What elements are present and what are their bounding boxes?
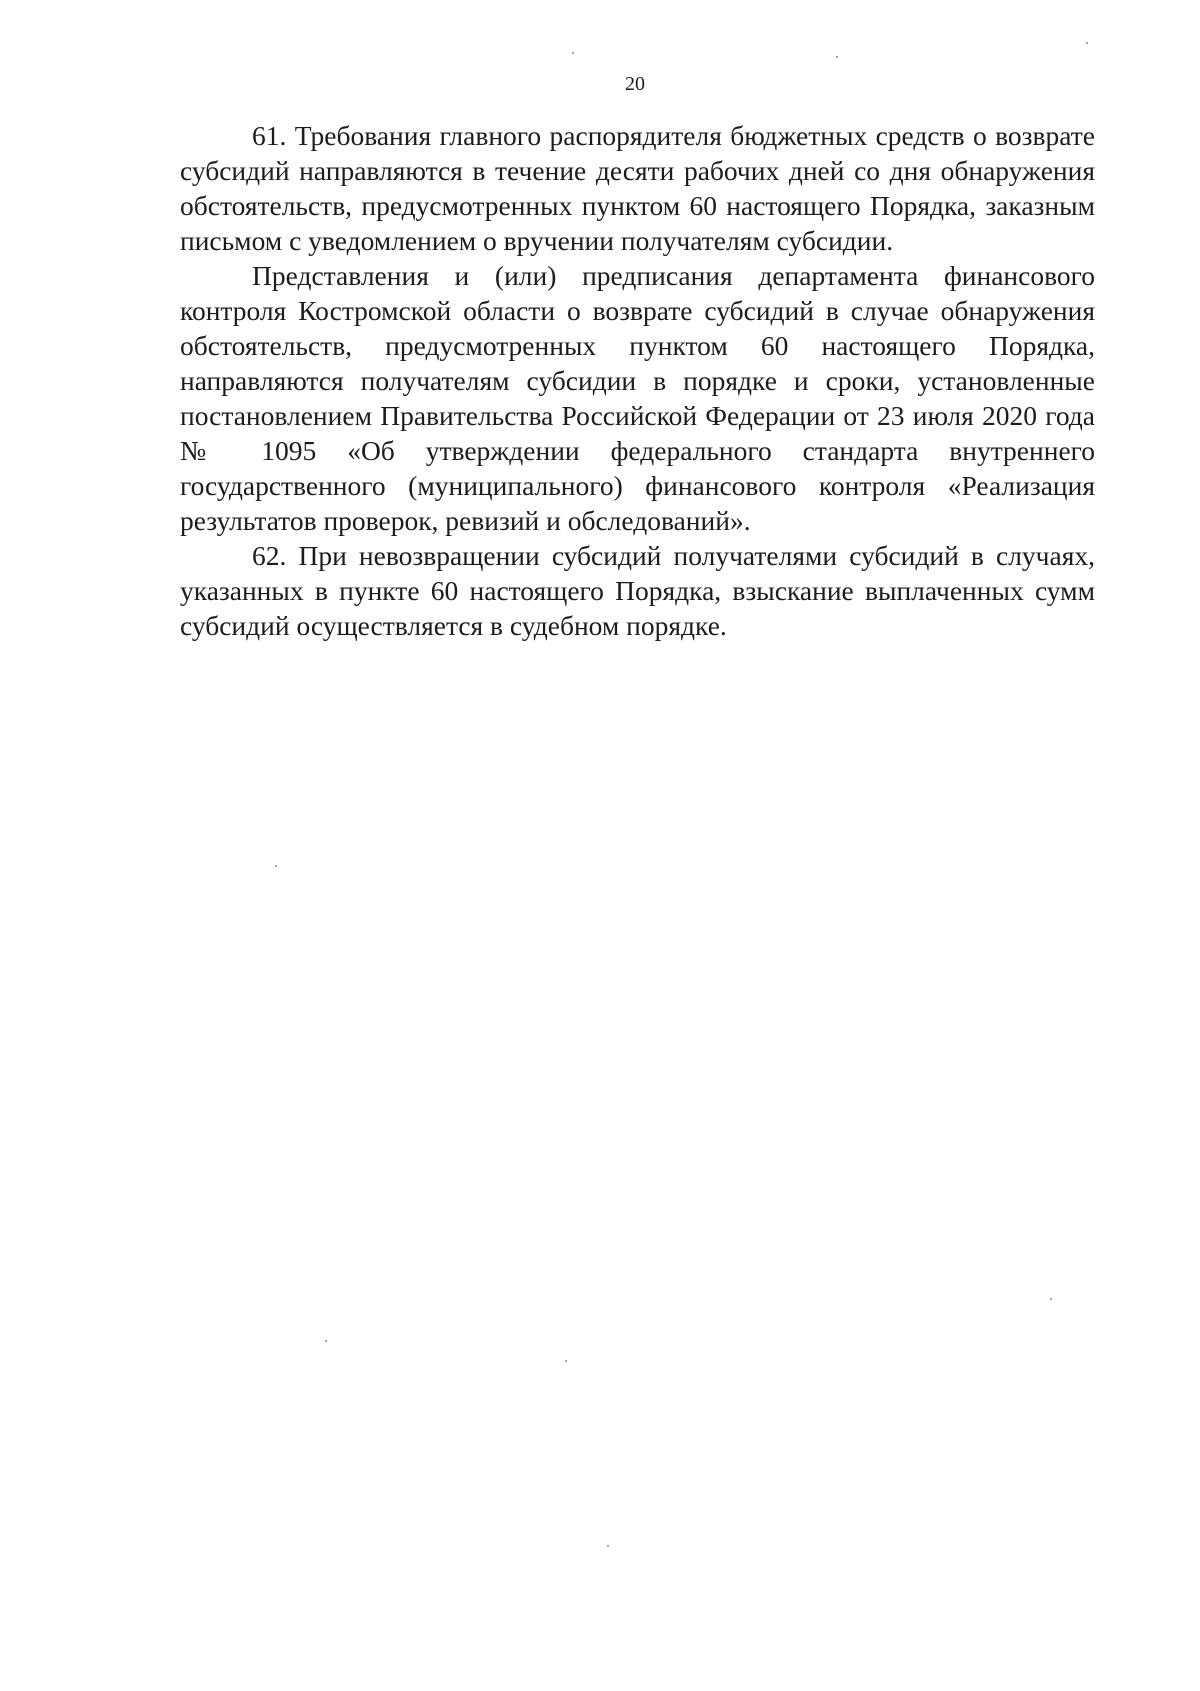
- paragraph-62: 62. При невозвращении субсидий получателями субсидий в случаях, указанных в пункте 60 настоящего Порядка, взыскание выплаченных сумм субсидий осуществляется в судебном порядке.: [180, 540, 1095, 641]
- paragraph-representations: Представления и (или) предписания департамента финансового контроля Костромской области о возврате субсидий в случае обнаружения обстоятельств, предусмотренных пунктом 60 настоящего Порядка, направляются получателям субсидии в порядке и сроки, установленные постановлением Правительства Российской Федерации от 23 июля 2020 года № 1095 «Об утверждении федерального стандарта внутреннего государственного (муниципального) финансового контроля «Реализация результатов проверок, ревизий и обследований».: [180, 260, 1095, 536]
- page-number: 20: [625, 73, 645, 95]
- paragraph-61: 61. Требования главного распорядителя бюджетных средств о возврате субсидий направляются в течение десяти рабочих дней со дня обнаружения обстоятельств, предусмотренных пунктом 60 настоящего Порядка, заказным письмом с уведомлением о вручении получателям субсидии.: [180, 120, 1095, 256]
- scan-speck: [275, 865, 277, 867]
- scan-speck: [325, 1340, 327, 1342]
- scan-speck: [572, 52, 574, 54]
- document-body: [180, 118, 1095, 643]
- scan-speck: [1086, 42, 1088, 44]
- scan-speck: [607, 1545, 609, 1547]
- scan-speck: [1050, 1298, 1052, 1300]
- scan-speck: [565, 1360, 567, 1362]
- scan-speck: [836, 56, 838, 58]
